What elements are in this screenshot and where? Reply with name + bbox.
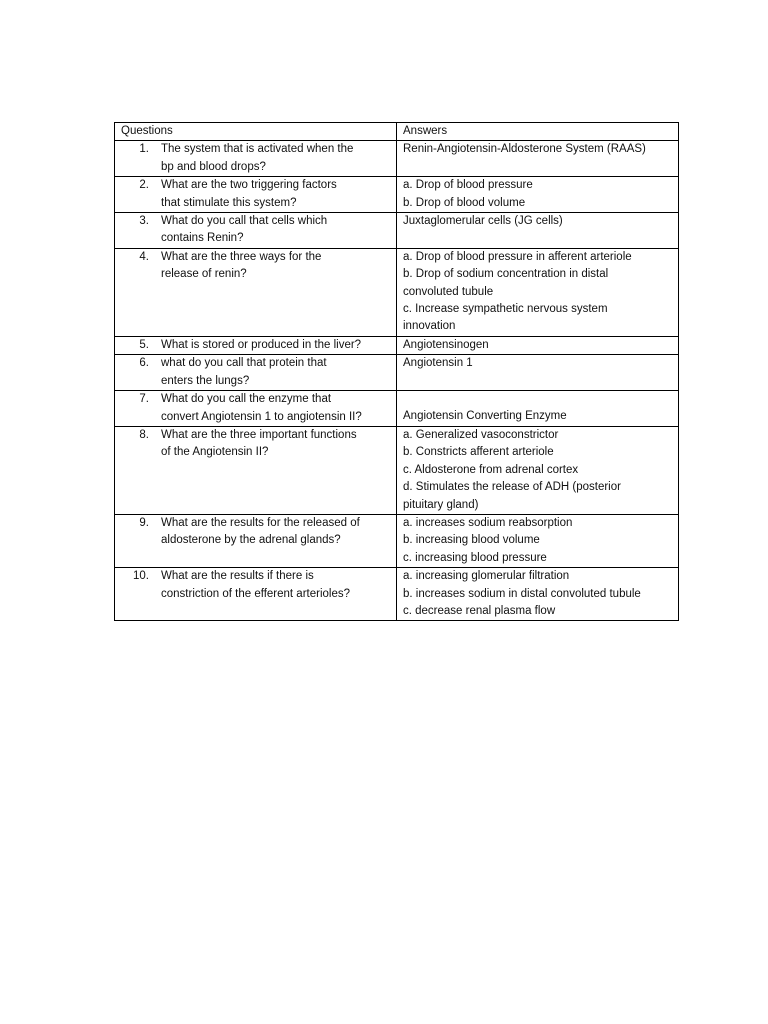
- question-text: What are the results for the released of aldosterone by the adrenal glands?: [161, 516, 360, 547]
- answer-cell: [397, 391, 679, 427]
- table-row: [115, 248, 679, 336]
- answer-line: c. decrease renal plasma flow: [403, 604, 556, 617]
- qa-table: [114, 122, 679, 621]
- table-row: [115, 514, 679, 567]
- table-header-row: [115, 123, 679, 141]
- question-text: What are the three ways for the release of renin?: [161, 250, 322, 281]
- answer-cell: [397, 213, 679, 249]
- answer-line: a. increasing glomerular filtration: [403, 570, 570, 583]
- question-cell: [115, 177, 397, 213]
- question-text: What is stored or produced in the liver?: [161, 338, 362, 351]
- table-row: [115, 336, 679, 354]
- answer-line: a. Generalized vasoconstrictor: [403, 428, 559, 441]
- answer-line: Renin-Angiotensin-Aldosterone System (RAAS): [403, 143, 646, 156]
- question-item: [121, 515, 391, 550]
- answers-header: Answers: [397, 123, 679, 141]
- question-cell: [115, 141, 397, 177]
- answer-line: a. Drop of blood pressure: [403, 179, 533, 192]
- question-number: 9.: [139, 516, 149, 529]
- question-number: 3.: [139, 215, 149, 228]
- answer-cell: [397, 355, 679, 391]
- qa-table-body: [115, 141, 679, 621]
- answer-line: Angiotensin Converting Enzyme: [403, 410, 567, 423]
- question-number: 7.: [139, 393, 149, 406]
- question-item: [121, 355, 391, 390]
- question-number: 5.: [139, 338, 149, 351]
- question-number: 6.: [139, 357, 149, 370]
- table-row: [115, 177, 679, 213]
- table-row: [115, 391, 679, 427]
- answer-line: pituitary gland): [403, 498, 479, 511]
- question-cell: [115, 248, 397, 336]
- answer-line: b. increasing blood volume: [403, 534, 540, 547]
- question-cell: [115, 568, 397, 621]
- answer-line: Angiotensinogen: [403, 338, 489, 351]
- question-cell: [115, 426, 397, 514]
- question-text: What do you call that cells which contains Renin?: [161, 215, 328, 245]
- answer-cell: [397, 426, 679, 514]
- answer-line: c. Aldosterone from adrenal cortex: [403, 463, 579, 476]
- answer-line: b. increases sodium in distal convoluted tubule: [403, 587, 641, 600]
- table-row: [115, 355, 679, 391]
- answer-line: b. Drop of sodium concentration in distal: [403, 268, 609, 281]
- answer-cell: [397, 568, 679, 621]
- question-cell: [115, 213, 397, 249]
- question-item: [121, 391, 391, 426]
- question-number: 1.: [139, 143, 149, 156]
- answer-line: b. Drop of blood volume: [403, 196, 526, 209]
- question-item: [121, 427, 391, 462]
- question-item: [121, 568, 391, 603]
- answer-line: innovation: [403, 320, 456, 333]
- question-item: [121, 141, 391, 176]
- question-item: [121, 249, 391, 284]
- answer-line: Juxtaglomerular cells (JG cells): [403, 215, 563, 228]
- table-row: [115, 141, 679, 177]
- question-text: What are the three important functions of the Angiotensin II?: [161, 428, 357, 459]
- table-row: [115, 213, 679, 249]
- answer-line: b. Constricts afferent arteriole: [403, 446, 554, 459]
- question-number: 8.: [139, 428, 149, 441]
- answer-cell: [397, 141, 679, 177]
- answer-cell: [397, 336, 679, 354]
- question-cell: [115, 391, 397, 427]
- question-number: 2.: [139, 179, 149, 192]
- answer-line: c. Increase sympathetic nervous system: [403, 303, 608, 316]
- answer-line: a. increases sodium reabsorption: [403, 516, 573, 529]
- question-item: [121, 213, 391, 248]
- table-row: [115, 568, 679, 621]
- question-cell: [115, 355, 397, 391]
- questions-header: Questions: [115, 123, 397, 141]
- answer-line: convoluted tubule: [403, 285, 494, 298]
- question-number: 4.: [139, 250, 149, 263]
- question-cell: [115, 336, 397, 354]
- answer-cell: [397, 248, 679, 336]
- question-text: What are the results if there is constriction of the efferent arterioles?: [161, 570, 351, 600]
- question-item: [121, 337, 391, 354]
- answer-line: d. Stimulates the release of ADH (posterior: [403, 481, 621, 494]
- answer-line: c. increasing blood pressure: [403, 551, 547, 564]
- answer-line: Angiotensin 1: [403, 357, 473, 370]
- question-text: The system that is activated when the bp and blood drops?: [161, 143, 354, 173]
- question-cell: [115, 514, 397, 567]
- answer-cell: [397, 177, 679, 213]
- answer-line: a. Drop of blood pressure in afferent arteriole: [403, 250, 632, 263]
- question-item: [121, 177, 391, 212]
- question-text: what do you call that protein that enters the lungs?: [161, 357, 327, 387]
- question-number: 10.: [133, 570, 149, 583]
- question-text: What do you call the enzyme that convert Angiotensin 1 to angiotensin II?: [161, 393, 362, 423]
- question-text: What are the two triggering factors that stimulate this system?: [161, 179, 337, 209]
- table-row: [115, 426, 679, 514]
- answer-cell: [397, 514, 679, 567]
